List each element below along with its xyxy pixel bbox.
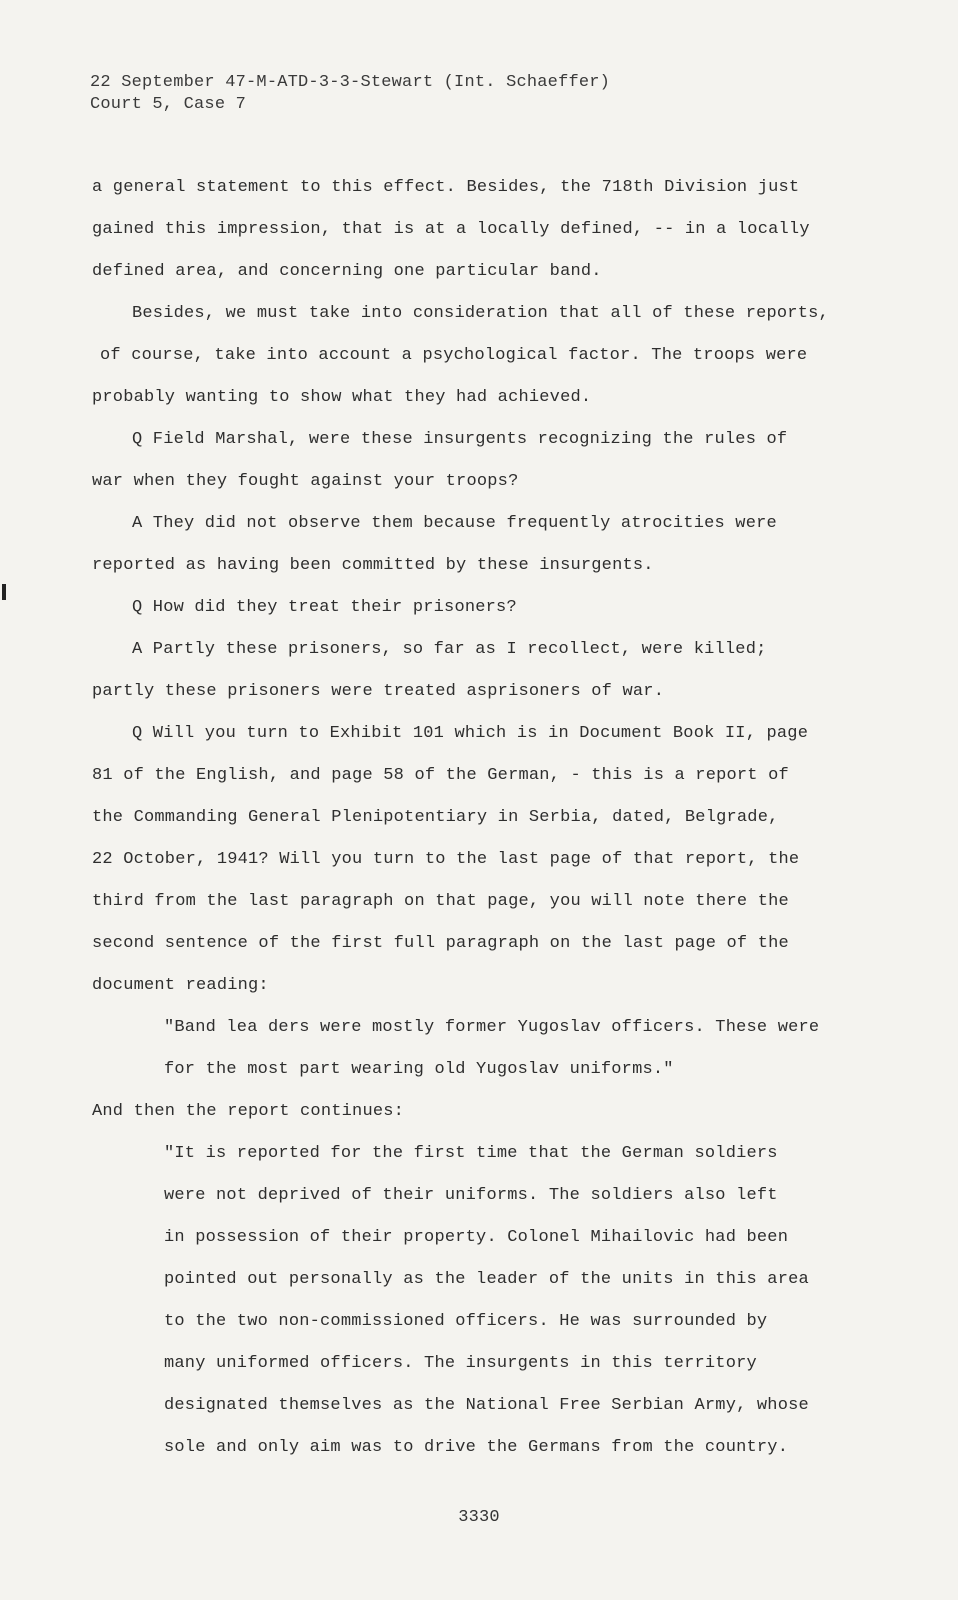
transcript-line: partly these prisoners were treated asprisoners of war.: [92, 682, 665, 701]
transcript-line: gained this impression, that is at a locally defined, -- in a locally: [92, 220, 810, 239]
answer-line: A They did not observe them because frequently atrocities were: [132, 514, 777, 533]
question-line: Q How did they treat their prisoners?: [132, 598, 517, 617]
transcript-line: 22 October, 1941? Will you turn to the last page of that report, the: [92, 850, 800, 869]
quoted-line: in possession of their property. Colonel Mihailovic had been: [164, 1228, 789, 1247]
quoted-line: "It is reported for the first time that the German soldiers: [164, 1144, 778, 1163]
transcript-line: third from the last paragraph on that page, you will note there the: [92, 892, 789, 911]
transcript-line: document reading:: [92, 976, 269, 995]
page-number: 3330: [458, 1508, 500, 1527]
transcript-body: [92, 173, 832, 1475]
header-court-line: Court 5, Case 7: [90, 95, 247, 114]
transcript-line: of course, take into account a psychological factor. The troops were: [100, 346, 808, 365]
transcript-line: war when they fought against your troops?: [92, 472, 519, 491]
quoted-line: sole and only aim was to drive the Germans from the country.: [164, 1438, 789, 1457]
quoted-line: were not deprived of their uniforms. The soldiers also left: [164, 1186, 778, 1205]
transcript-line: And then the report continues:: [92, 1102, 405, 1121]
answer-line: A Partly these prisoners, so far as I recollect, were killed;: [132, 640, 767, 659]
transcript-line: Besides, we must take into consideration that all of these reports,: [132, 304, 829, 323]
header-session-line: 22 September 47-M-ATD-3-3-Stewart (Int. Schaeffer): [90, 73, 611, 92]
transcript-line: a general statement to this effect. Besides, the 718th Division just: [92, 178, 800, 197]
document-header: [90, 72, 610, 116]
question-line: Q Will you turn to Exhibit 101 which is in Document Book II, page: [132, 724, 809, 743]
question-line: Q Field Marshal, were these insurgents recognizing the rules of: [132, 430, 788, 449]
transcript-line: second sentence of the first full paragraph on the last page of the: [92, 934, 789, 953]
transcript-line: the Commanding General Plenipotentiary in Serbia, dated, Belgrade,: [92, 808, 779, 827]
quoted-line: designated themselves as the National Free Serbian Army, whose: [164, 1396, 809, 1415]
quoted-line: many uniformed officers. The insurgents in this territory: [164, 1354, 757, 1373]
margin-mark: [2, 584, 6, 600]
transcript-line: reported as having been committed by these insurgents.: [92, 556, 654, 575]
quoted-line: to the two non-commissioned officers. He was surrounded by: [164, 1312, 768, 1331]
quoted-line: pointed out personally as the leader of the units in this area: [164, 1270, 809, 1289]
transcript-line: 81 of the English, and page 58 of the German, - this is a report of: [92, 766, 789, 785]
quoted-line: "Band lea ders were mostly former Yugoslav officers. These were: [164, 1018, 820, 1037]
transcript-line: defined area, and concerning one particular band.: [92, 262, 602, 281]
quoted-line: for the most part wearing old Yugoslav uniforms.": [164, 1060, 674, 1079]
transcript-line: probably wanting to show what they had achieved.: [92, 388, 592, 407]
